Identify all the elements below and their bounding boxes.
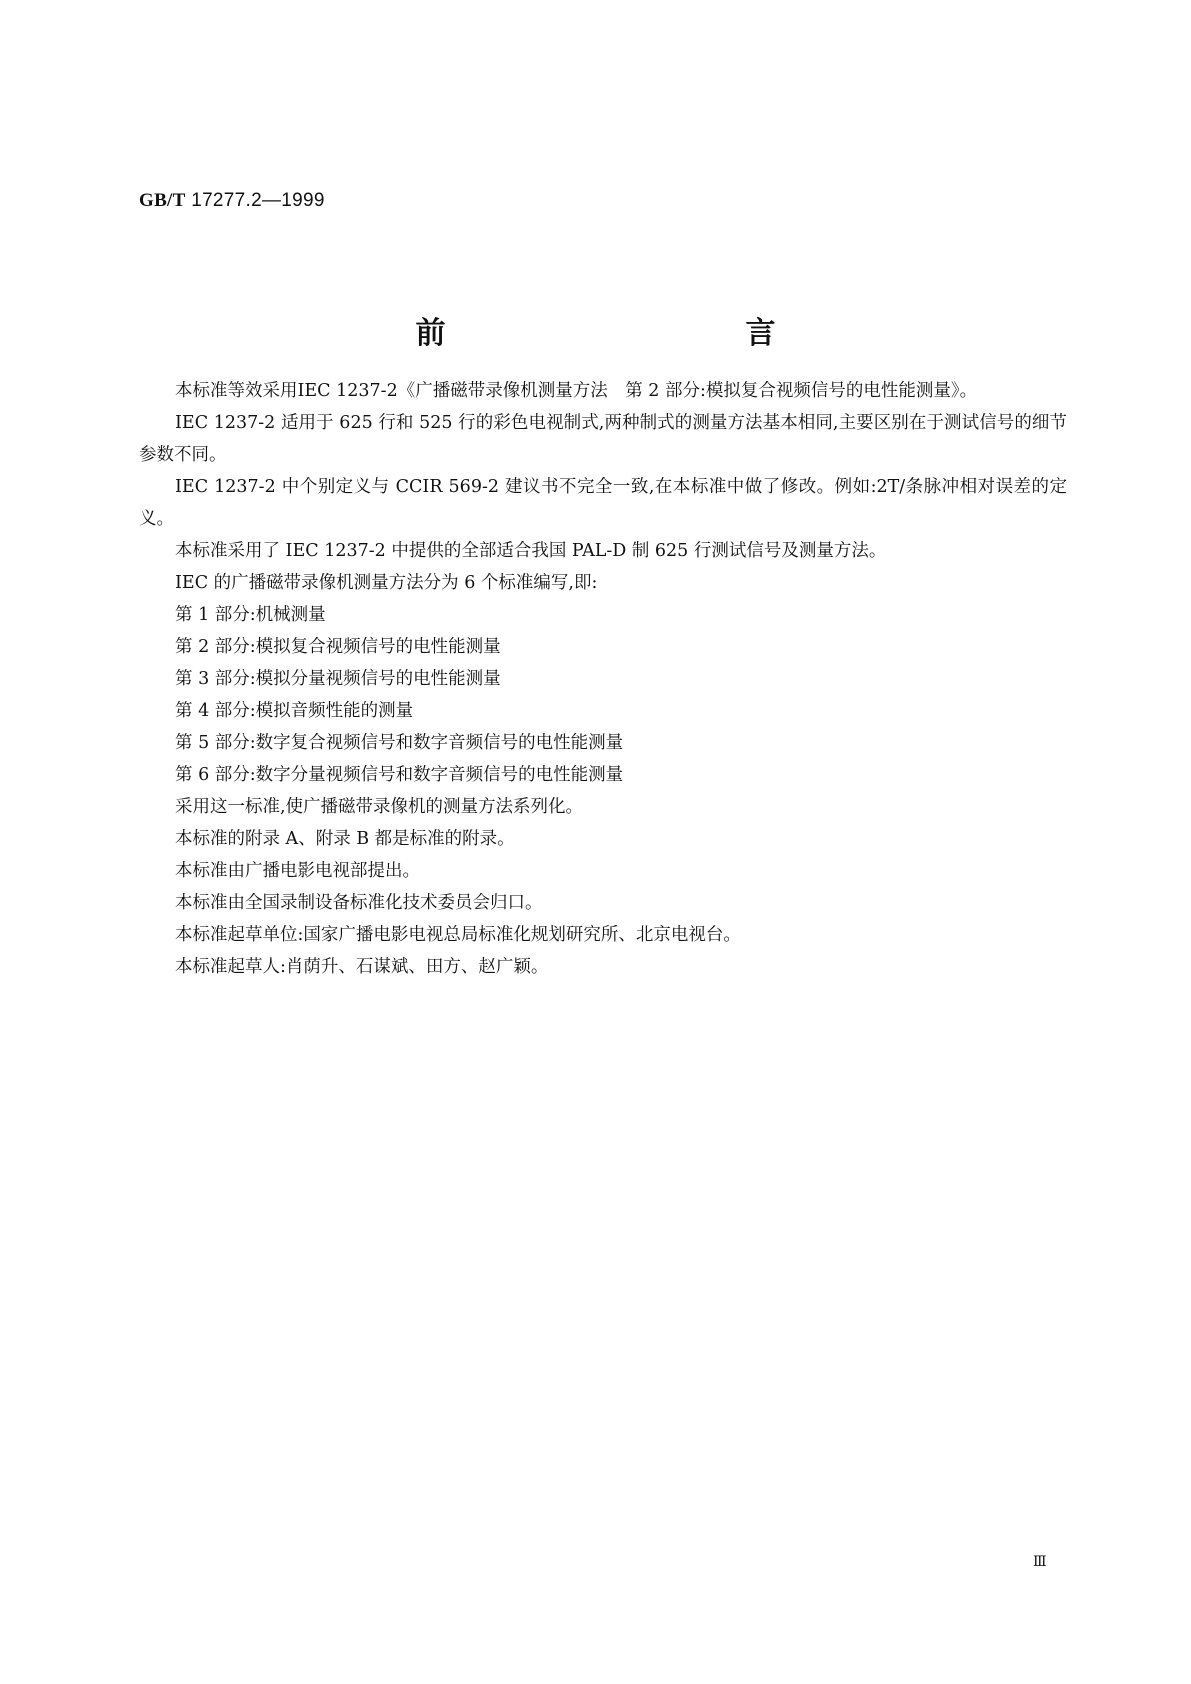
paragraph: IEC 的广播磁带录像机测量方法分为 6 个标准编写,即: — [175, 573, 598, 593]
paragraph: 本标准采用了 IEC 1237-2 中提供的全部适合我国 PAL-D 制 625 行测试信号及测量方法。 — [175, 541, 887, 561]
page-title: 前 言 — [415, 316, 856, 351]
paragraph: IEC 1237-2 中个别定义与 CCIR 569-2 建议书不完全一致,在本标准中做了修改。例如:2T/条脉冲相对误差的定义。 — [139, 477, 1067, 529]
paragraph: 本标准起草单位:国家广播电影电视总局标准化规划研究所、北京电视台。 — [175, 925, 741, 945]
standard-number — [139, 190, 325, 212]
list-item: 第 6 部分:数字分量视频信号和数字音频信号的电性能测量 — [175, 765, 624, 785]
paragraph: 本标准由全国录制设备标准化技术委员会归口。 — [175, 893, 543, 913]
foreword-body — [139, 375, 1067, 983]
list-item: 第 5 部分:数字复合视频信号和数字音频信号的电性能测量 — [175, 733, 624, 753]
page-number: Ⅲ — [1033, 1555, 1047, 1570]
paragraph: 本标准由广播电影电视部提出。 — [175, 861, 420, 881]
paragraph: 本标准等效采用IEC 1237-2《广播磁带录像机测量方法 第 2 部分:模拟复合视频信号的电性能测量》。 — [175, 381, 978, 401]
list-item: 第 2 部分:模拟复合视频信号的电性能测量 — [175, 637, 501, 657]
paragraph: 本标准的附录 A、附录 B 都是标准的附录。 — [175, 829, 515, 849]
standard-prefix: GB/T — [139, 190, 186, 211]
list-item: 第 3 部分:模拟分量视频信号的电性能测量 — [175, 669, 501, 689]
paragraph: 采用这一标准,使广播磁带录像机的测量方法系列化。 — [175, 797, 584, 817]
standard-code: 17277.2—1999 — [191, 190, 325, 211]
list-item: 第 4 部分:模拟音频性能的测量 — [175, 701, 414, 721]
list-item: 第 1 部分:机械测量 — [175, 605, 326, 625]
paragraph: 本标准起草人:肖荫升、石谋斌、田方、赵广颖。 — [175, 957, 549, 977]
paragraph: IEC 1237-2 适用于 625 行和 525 行的彩色电视制式,两种制式的测量方法基本相同,主要区别在于测试信号的细节参数不同。 — [139, 413, 1067, 465]
